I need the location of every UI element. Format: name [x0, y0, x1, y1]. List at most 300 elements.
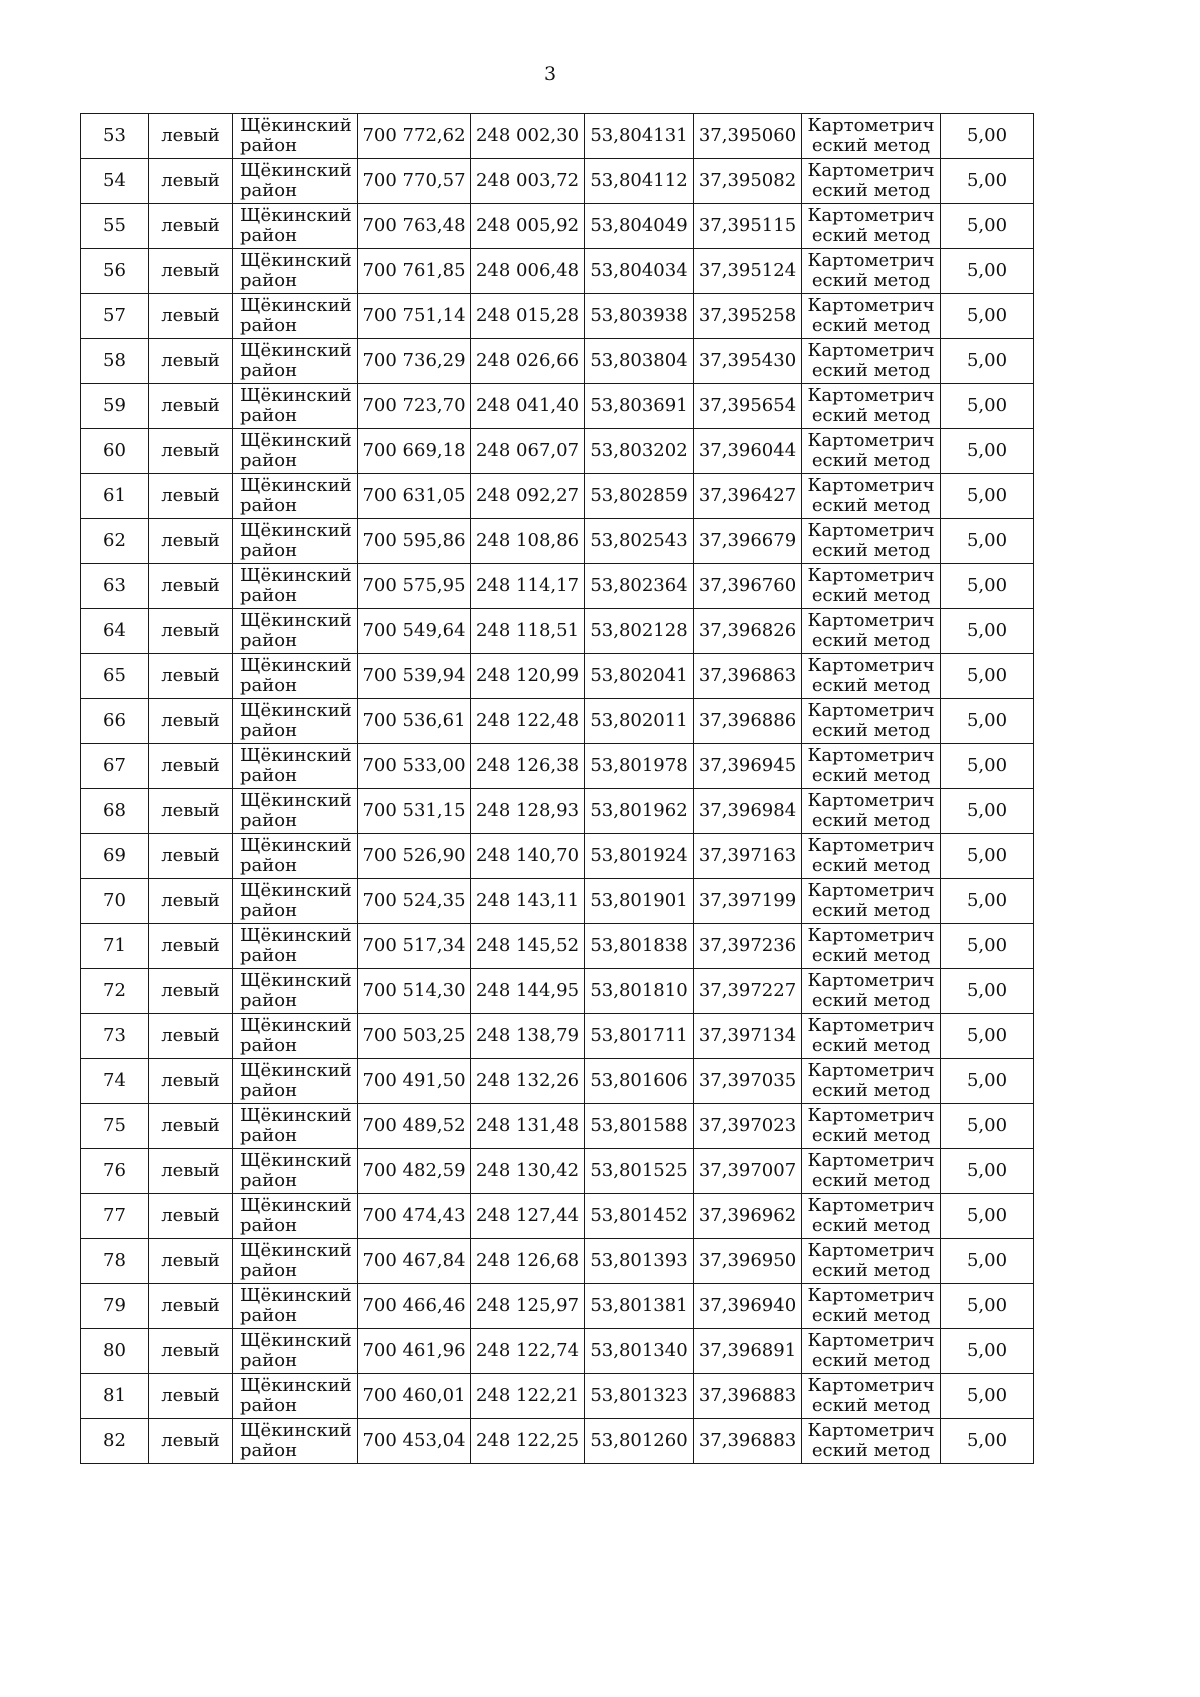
method-cell-line: еский метод — [811, 1440, 931, 1461]
accuracy-cell: 5,00 — [941, 1239, 1034, 1284]
method-cell-line: еский метод — [811, 1080, 931, 1101]
y-coordinate-cell: 248 127,44 — [471, 1194, 585, 1239]
method-cell-line: еский метод — [811, 855, 931, 876]
method-cell-line: Картометрич — [807, 1420, 935, 1441]
x-coordinate-cell: 700 549,64 — [358, 609, 471, 654]
y-coordinate-cell: 248 122,74 — [471, 1329, 585, 1374]
latitude-cell: 53,804112 — [585, 159, 694, 204]
district-cell — [233, 204, 358, 249]
method-cell — [802, 924, 941, 969]
method-cell — [802, 204, 941, 249]
point-number-cell: 73 — [81, 1014, 149, 1059]
method-cell-line: еский метод — [811, 990, 931, 1011]
bank-side-cell: левый — [149, 429, 233, 474]
district-cell-line: Щёкинский — [240, 520, 352, 541]
district-cell — [233, 1419, 358, 1464]
longitude-cell: 37,395082 — [694, 159, 802, 204]
method-cell-line: Картометрич — [807, 745, 935, 766]
point-number-cell: 66 — [81, 699, 149, 744]
district-cell-line: Щёкинский — [240, 205, 352, 226]
y-coordinate-cell: 248 131,48 — [471, 1104, 585, 1149]
x-coordinate-cell: 700 736,29 — [358, 339, 471, 384]
district-cell-line: Щёкинский — [240, 295, 352, 316]
point-number-cell: 68 — [81, 789, 149, 834]
longitude-cell: 37,395654 — [694, 384, 802, 429]
table-row — [81, 1104, 1034, 1149]
method-cell-line: еский метод — [811, 180, 931, 201]
bank-side-cell: левый — [149, 1149, 233, 1194]
longitude-cell: 37,395124 — [694, 249, 802, 294]
district-cell — [233, 564, 358, 609]
district-cell-line: Щёкинский — [240, 475, 352, 496]
district-cell — [233, 1329, 358, 1374]
district-cell — [233, 429, 358, 474]
method-cell-line: еский метод — [811, 675, 931, 696]
latitude-cell: 53,801525 — [585, 1149, 694, 1194]
x-coordinate-cell: 700 761,85 — [358, 249, 471, 294]
latitude-cell: 53,801260 — [585, 1419, 694, 1464]
method-cell-line: еский метод — [811, 135, 931, 156]
method-cell-line: Картометрич — [807, 700, 935, 721]
district-cell-line: район — [240, 1170, 298, 1191]
district-cell — [233, 114, 358, 159]
method-cell-line: еский метод — [811, 405, 931, 426]
table-row — [81, 1239, 1034, 1284]
method-cell-line: Картометрич — [807, 565, 935, 586]
bank-side-cell: левый — [149, 654, 233, 699]
district-cell-line: Щёкинский — [240, 1330, 352, 1351]
method-cell — [802, 609, 941, 654]
district-cell-line: Щёкинский — [240, 430, 352, 451]
district-cell — [233, 1284, 358, 1329]
district-cell-line: район — [240, 405, 298, 426]
latitude-cell: 53,801323 — [585, 1374, 694, 1419]
accuracy-cell: 5,00 — [941, 1014, 1034, 1059]
x-coordinate-cell: 700 533,00 — [358, 744, 471, 789]
district-cell-line: Щёкинский — [240, 160, 352, 181]
latitude-cell: 53,804034 — [585, 249, 694, 294]
table-row — [81, 429, 1034, 474]
method-cell — [802, 294, 941, 339]
accuracy-cell: 5,00 — [941, 1329, 1034, 1374]
longitude-cell: 37,396826 — [694, 609, 802, 654]
x-coordinate-cell: 700 482,59 — [358, 1149, 471, 1194]
method-cell-line: Картометрич — [807, 520, 935, 541]
district-cell — [233, 654, 358, 699]
method-cell — [802, 1104, 941, 1149]
point-number-cell: 56 — [81, 249, 149, 294]
district-cell-line: Щёкинский — [240, 610, 352, 631]
point-number-cell: 64 — [81, 609, 149, 654]
method-cell-line: Картометрич — [807, 1015, 935, 1036]
district-cell-line: Щёкинский — [240, 925, 352, 946]
table-row — [81, 204, 1034, 249]
method-cell — [802, 564, 941, 609]
method-cell-line: Картометрич — [807, 385, 935, 406]
method-cell-line: еский метод — [811, 1215, 931, 1236]
district-cell-line: район — [240, 900, 298, 921]
point-number-cell: 59 — [81, 384, 149, 429]
y-coordinate-cell: 248 143,11 — [471, 879, 585, 924]
method-cell — [802, 1239, 941, 1284]
district-cell-line: район — [240, 1035, 298, 1056]
point-number-cell: 57 — [81, 294, 149, 339]
district-cell — [233, 1104, 358, 1149]
method-cell-line: еский метод — [811, 1305, 931, 1326]
x-coordinate-cell: 700 489,52 — [358, 1104, 471, 1149]
method-cell-line: еский метод — [811, 495, 931, 516]
method-cell-line: Картометрич — [807, 655, 935, 676]
district-cell — [233, 384, 358, 429]
latitude-cell: 53,803938 — [585, 294, 694, 339]
accuracy-cell: 5,00 — [941, 204, 1034, 249]
latitude-cell: 53,802128 — [585, 609, 694, 654]
district-cell — [233, 474, 358, 519]
x-coordinate-cell: 700 526,90 — [358, 834, 471, 879]
latitude-cell: 53,802011 — [585, 699, 694, 744]
district-cell-line: район — [240, 630, 298, 651]
district-cell-line: район — [240, 1440, 298, 1461]
district-cell-line: Щёкинский — [240, 1375, 352, 1396]
y-coordinate-cell: 248 125,97 — [471, 1284, 585, 1329]
latitude-cell: 53,801962 — [585, 789, 694, 834]
table-row — [81, 924, 1034, 969]
district-cell-line: район — [240, 495, 298, 516]
latitude-cell: 53,804131 — [585, 114, 694, 159]
method-cell — [802, 1059, 941, 1104]
method-cell-line: еский метод — [811, 315, 931, 336]
district-cell — [233, 294, 358, 339]
district-cell-line: район — [240, 315, 298, 336]
y-coordinate-cell: 248 120,99 — [471, 654, 585, 699]
method-cell — [802, 1329, 941, 1374]
latitude-cell: 53,801606 — [585, 1059, 694, 1104]
method-cell-line: еский метод — [811, 450, 931, 471]
method-cell-line: Картометрич — [807, 1285, 935, 1306]
y-coordinate-cell: 248 118,51 — [471, 609, 585, 654]
table-row — [81, 1374, 1034, 1419]
method-cell-line: еский метод — [811, 225, 931, 246]
method-cell-line: Картометрич — [807, 1105, 935, 1126]
method-cell-line: еский метод — [811, 540, 931, 561]
point-number-cell: 62 — [81, 519, 149, 564]
x-coordinate-cell: 700 491,50 — [358, 1059, 471, 1104]
bank-side-cell: левый — [149, 1284, 233, 1329]
district-cell-line: Щёкинский — [240, 340, 352, 361]
district-cell — [233, 879, 358, 924]
latitude-cell: 53,802364 — [585, 564, 694, 609]
point-number-cell: 69 — [81, 834, 149, 879]
latitude-cell: 53,803691 — [585, 384, 694, 429]
method-cell — [802, 429, 941, 474]
method-cell — [802, 474, 941, 519]
y-coordinate-cell: 248 122,48 — [471, 699, 585, 744]
y-coordinate-cell: 248 003,72 — [471, 159, 585, 204]
table-row — [81, 384, 1034, 429]
accuracy-cell: 5,00 — [941, 1374, 1034, 1419]
table-body — [81, 114, 1034, 1464]
accuracy-cell: 5,00 — [941, 834, 1034, 879]
x-coordinate-cell: 700 460,01 — [358, 1374, 471, 1419]
method-cell — [802, 1284, 941, 1329]
district-cell-line: район — [240, 990, 298, 1011]
longitude-cell: 37,396044 — [694, 429, 802, 474]
latitude-cell: 53,801588 — [585, 1104, 694, 1149]
point-number-cell: 53 — [81, 114, 149, 159]
x-coordinate-cell: 700 461,96 — [358, 1329, 471, 1374]
method-cell-line: еский метод — [811, 900, 931, 921]
district-cell-line: район — [240, 135, 298, 156]
district-cell — [233, 1014, 358, 1059]
method-cell-line: еский метод — [811, 270, 931, 291]
accuracy-cell: 5,00 — [941, 429, 1034, 474]
accuracy-cell: 5,00 — [941, 1149, 1034, 1194]
latitude-cell: 53,801340 — [585, 1329, 694, 1374]
table-row — [81, 609, 1034, 654]
point-number-cell: 65 — [81, 654, 149, 699]
x-coordinate-cell: 700 517,34 — [358, 924, 471, 969]
method-cell — [802, 339, 941, 384]
y-coordinate-cell: 248 140,70 — [471, 834, 585, 879]
bank-side-cell: левый — [149, 1059, 233, 1104]
district-cell — [233, 249, 358, 294]
latitude-cell: 53,803804 — [585, 339, 694, 384]
latitude-cell: 53,801381 — [585, 1284, 694, 1329]
district-cell — [233, 924, 358, 969]
y-coordinate-cell: 248 122,25 — [471, 1419, 585, 1464]
bank-side-cell: левый — [149, 789, 233, 834]
latitude-cell: 53,801978 — [585, 744, 694, 789]
x-coordinate-cell: 700 595,86 — [358, 519, 471, 564]
district-cell-line: район — [240, 585, 298, 606]
method-cell-line: еский метод — [811, 1350, 931, 1371]
point-number-cell: 55 — [81, 204, 149, 249]
longitude-cell: 37,396883 — [694, 1374, 802, 1419]
method-cell-line: еский метод — [811, 765, 931, 786]
method-cell-line: еский метод — [811, 1395, 931, 1416]
page-number: 3 — [543, 63, 557, 85]
district-cell — [233, 339, 358, 384]
table-row — [81, 1014, 1034, 1059]
latitude-cell: 53,801711 — [585, 1014, 694, 1059]
accuracy-cell: 5,00 — [941, 789, 1034, 834]
longitude-cell: 37,396891 — [694, 1329, 802, 1374]
longitude-cell: 37,397023 — [694, 1104, 802, 1149]
district-cell-line: район — [240, 675, 298, 696]
district-cell-line: район — [240, 810, 298, 831]
table-row — [81, 969, 1034, 1014]
point-number-cell: 61 — [81, 474, 149, 519]
district-cell — [233, 609, 358, 654]
longitude-cell: 37,396950 — [694, 1239, 802, 1284]
latitude-cell: 53,801810 — [585, 969, 694, 1014]
method-cell-line: Картометрич — [807, 610, 935, 631]
x-coordinate-cell: 700 453,04 — [358, 1419, 471, 1464]
district-cell — [233, 1149, 358, 1194]
accuracy-cell: 5,00 — [941, 1194, 1034, 1239]
accuracy-cell: 5,00 — [941, 1419, 1034, 1464]
accuracy-cell: 5,00 — [941, 609, 1034, 654]
y-coordinate-cell: 248 138,79 — [471, 1014, 585, 1059]
longitude-cell: 37,396863 — [694, 654, 802, 699]
x-coordinate-cell: 700 474,43 — [358, 1194, 471, 1239]
method-cell-line: Картометрич — [807, 970, 935, 991]
longitude-cell: 37,396679 — [694, 519, 802, 564]
bank-side-cell: левый — [149, 879, 233, 924]
point-number-cell: 78 — [81, 1239, 149, 1284]
district-cell-line: Щёкинский — [240, 1195, 352, 1216]
x-coordinate-cell: 700 751,14 — [358, 294, 471, 339]
bank-side-cell: левый — [149, 1374, 233, 1419]
x-coordinate-cell: 700 770,57 — [358, 159, 471, 204]
method-cell-line: Картометрич — [807, 1150, 935, 1171]
district-cell — [233, 744, 358, 789]
district-cell-line: район — [240, 765, 298, 786]
method-cell-line: Картометрич — [807, 835, 935, 856]
district-cell-line: район — [240, 360, 298, 381]
accuracy-cell: 5,00 — [941, 969, 1034, 1014]
table-row — [81, 1329, 1034, 1374]
x-coordinate-cell: 700 503,25 — [358, 1014, 471, 1059]
district-cell-line: Щёкинский — [240, 250, 352, 271]
district-cell — [233, 834, 358, 879]
y-coordinate-cell: 248 092,27 — [471, 474, 585, 519]
bank-side-cell: левый — [149, 969, 233, 1014]
table-row — [81, 744, 1034, 789]
longitude-cell: 37,396886 — [694, 699, 802, 744]
latitude-cell: 53,801901 — [585, 879, 694, 924]
method-cell — [802, 789, 941, 834]
bank-side-cell: левый — [149, 474, 233, 519]
x-coordinate-cell: 700 524,35 — [358, 879, 471, 924]
y-coordinate-cell: 248 132,26 — [471, 1059, 585, 1104]
bank-side-cell: левый — [149, 609, 233, 654]
method-cell-line: еский метод — [811, 585, 931, 606]
y-coordinate-cell: 248 114,17 — [471, 564, 585, 609]
y-coordinate-cell: 248 126,38 — [471, 744, 585, 789]
longitude-cell: 37,397007 — [694, 1149, 802, 1194]
bank-side-cell: левый — [149, 699, 233, 744]
y-coordinate-cell: 248 002,30 — [471, 114, 585, 159]
district-cell-line: Щёкинский — [240, 1150, 352, 1171]
accuracy-cell: 5,00 — [941, 474, 1034, 519]
longitude-cell: 37,397227 — [694, 969, 802, 1014]
district-cell-line: Щёкинский — [240, 880, 352, 901]
district-cell-line: Щёкинский — [240, 385, 352, 406]
accuracy-cell: 5,00 — [941, 564, 1034, 609]
accuracy-cell: 5,00 — [941, 699, 1034, 744]
method-cell — [802, 249, 941, 294]
latitude-cell: 53,801838 — [585, 924, 694, 969]
bank-side-cell: левый — [149, 834, 233, 879]
y-coordinate-cell: 248 130,42 — [471, 1149, 585, 1194]
district-cell-line: район — [240, 1395, 298, 1416]
longitude-cell: 37,396945 — [694, 744, 802, 789]
table-row — [81, 834, 1034, 879]
table-row — [81, 1149, 1034, 1194]
y-coordinate-cell: 248 122,21 — [471, 1374, 585, 1419]
method-cell — [802, 159, 941, 204]
accuracy-cell: 5,00 — [941, 384, 1034, 429]
district-cell-line: Щёкинский — [240, 115, 352, 136]
y-coordinate-cell: 248 015,28 — [471, 294, 585, 339]
district-cell-line: Щёкинский — [240, 835, 352, 856]
longitude-cell: 37,395115 — [694, 204, 802, 249]
x-coordinate-cell: 700 467,84 — [358, 1239, 471, 1284]
method-cell — [802, 384, 941, 429]
table-row — [81, 249, 1034, 294]
method-cell-line: Картометрич — [807, 295, 935, 316]
latitude-cell: 53,802543 — [585, 519, 694, 564]
x-coordinate-cell: 700 531,15 — [358, 789, 471, 834]
bank-side-cell: левый — [149, 1239, 233, 1284]
table-row — [81, 339, 1034, 384]
accuracy-cell: 5,00 — [941, 1284, 1034, 1329]
accuracy-cell: 5,00 — [941, 879, 1034, 924]
method-cell — [802, 1419, 941, 1464]
method-cell-line: Картометрич — [807, 250, 935, 271]
accuracy-cell: 5,00 — [941, 924, 1034, 969]
district-cell — [233, 1194, 358, 1239]
point-number-cell: 82 — [81, 1419, 149, 1464]
accuracy-cell: 5,00 — [941, 339, 1034, 384]
method-cell-line: Картометрич — [807, 1240, 935, 1261]
latitude-cell: 53,802041 — [585, 654, 694, 699]
method-cell — [802, 879, 941, 924]
district-cell — [233, 789, 358, 834]
latitude-cell: 53,801393 — [585, 1239, 694, 1284]
y-coordinate-cell: 248 005,92 — [471, 204, 585, 249]
method-cell-line: Картометрич — [807, 925, 935, 946]
longitude-cell: 37,397236 — [694, 924, 802, 969]
y-coordinate-cell: 248 145,52 — [471, 924, 585, 969]
y-coordinate-cell: 248 067,07 — [471, 429, 585, 474]
method-cell-line: еский метод — [811, 810, 931, 831]
bank-side-cell: левый — [149, 339, 233, 384]
point-number-cell: 75 — [81, 1104, 149, 1149]
x-coordinate-cell: 700 539,94 — [358, 654, 471, 699]
y-coordinate-cell: 248 006,48 — [471, 249, 585, 294]
method-cell — [802, 1374, 941, 1419]
table-row — [81, 654, 1034, 699]
longitude-cell: 37,396760 — [694, 564, 802, 609]
district-cell-line: Щёкинский — [240, 1060, 352, 1081]
table-row — [81, 474, 1034, 519]
longitude-cell: 37,396883 — [694, 1419, 802, 1464]
table-row — [81, 114, 1034, 159]
point-number-cell: 74 — [81, 1059, 149, 1104]
method-cell — [802, 519, 941, 564]
x-coordinate-cell: 700 772,62 — [358, 114, 471, 159]
district-cell — [233, 969, 358, 1014]
method-cell-line: Картометрич — [807, 475, 935, 496]
bank-side-cell: левый — [149, 159, 233, 204]
latitude-cell: 53,803202 — [585, 429, 694, 474]
district-cell-line: Щёкинский — [240, 790, 352, 811]
latitude-cell: 53,802859 — [585, 474, 694, 519]
bank-side-cell: левый — [149, 924, 233, 969]
bank-side-cell: левый — [149, 1014, 233, 1059]
method-cell-line: Картометрич — [807, 1060, 935, 1081]
latitude-cell: 53,804049 — [585, 204, 694, 249]
x-coordinate-cell: 700 763,48 — [358, 204, 471, 249]
district-cell-line: Щёкинский — [240, 1240, 352, 1261]
district-cell-line: район — [240, 225, 298, 246]
table-row — [81, 789, 1034, 834]
district-cell-line: Щёкинский — [240, 1015, 352, 1036]
district-cell-line: Щёкинский — [240, 655, 352, 676]
y-coordinate-cell: 248 108,86 — [471, 519, 585, 564]
